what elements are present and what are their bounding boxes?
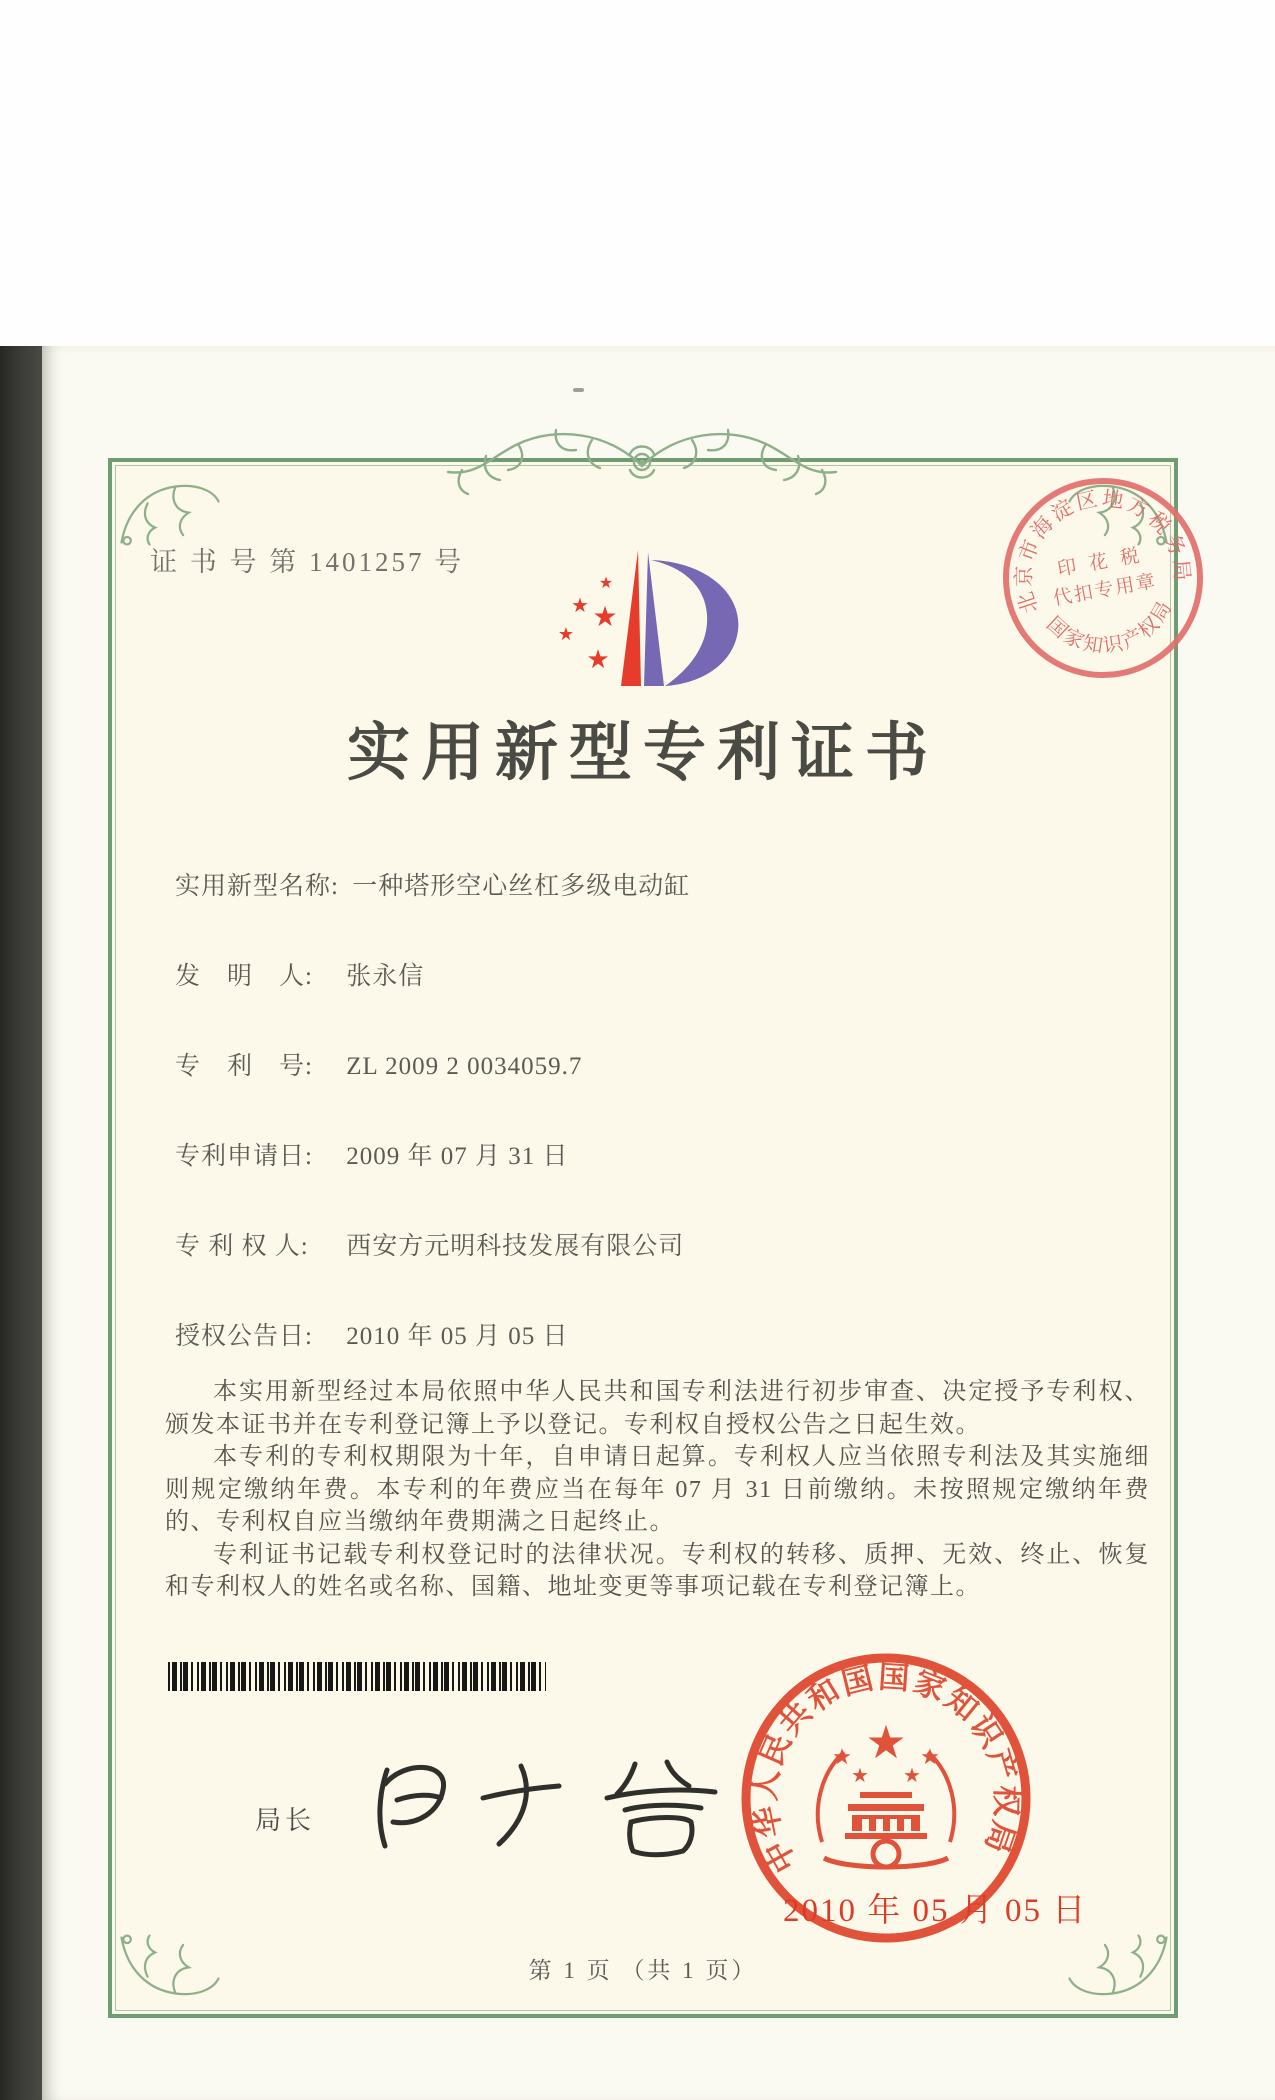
director-signature — [335, 1752, 725, 1868]
tax-stamp-icon — [993, 468, 1213, 688]
corner-ornament-top-left — [114, 464, 226, 552]
field-label: 授权公告日: — [175, 1323, 313, 1350]
emblem-small-star-icon: ★ — [903, 1763, 921, 1787]
seal-date: 2010 年 05 月 05 日 — [783, 1893, 1088, 1929]
field-label: 专利申请日: — [175, 1143, 313, 1170]
logo-sail-purple — [651, 560, 738, 686]
field-patent-number — [175, 1046, 582, 1082]
star-icon: ★ — [586, 645, 610, 675]
body-paragraph-1: 本实用新型经过本局依照中华人民共和国专利法进行初步审查、决定授予专利权、颁发本证书并在专利登记簿上予以登记。专利权自授权公告之日起生效。 — [165, 1379, 1150, 1438]
emblem-small-star-icon: ★ — [832, 1745, 852, 1770]
body-paragraph-2: 本专利的专利权期限为十年，自申请日起算。专利权人应当依照专利法及其实施细则规定缴纳年费。本专利的年费应当在每年 07 月 31 日前缴纳。未按照规定缴纳年费的、专利权自应当缴纳年费期满之日起终止。 — [165, 1444, 1150, 1535]
scan-margin-top — [0, 0, 1275, 346]
field-utility-model-name — [175, 866, 690, 902]
logo-spire-purple — [644, 552, 664, 686]
star-icon: ★ — [557, 624, 575, 645]
field-label: 专 利 号: — [175, 1053, 313, 1080]
tax-stamp-group — [993, 468, 1213, 688]
logo-stars — [558, 573, 618, 675]
star-icon: ★ — [592, 600, 618, 633]
logo-spire-red — [621, 550, 641, 686]
scan-speck — [573, 388, 584, 392]
field-grant-date — [175, 1316, 569, 1352]
field-label: 实用新型名称: — [175, 873, 339, 900]
scan-left-edge — [0, 346, 42, 2100]
tax-stamp-center-line1: 印 花 税 — [1055, 544, 1145, 581]
certificate-number: 证 书 号 第 1401257 号 — [150, 547, 465, 577]
field-patentee — [175, 1226, 684, 1262]
emblem-big-star-icon: ★ — [865, 1715, 907, 1769]
emblem-gate — [845, 1792, 927, 1839]
floral-vine-icon — [432, 410, 852, 506]
legal-body-text — [165, 1376, 1150, 1604]
star-icon: ★ — [571, 593, 589, 617]
field-label: 专 利 权 人: — [175, 1233, 309, 1260]
field-label: 发 明 人: — [175, 963, 313, 990]
field-value: 张永信 — [346, 963, 425, 990]
field-value: 一种塔形空心丝杠多级电动缸 — [352, 873, 691, 900]
emblem-small-star-icon: ★ — [920, 1745, 940, 1770]
certificate-title: 实用新型专利证书 — [347, 718, 939, 788]
tax-stamp-center-line2: 代扣专用章 — [1051, 570, 1159, 610]
field-value: 2010 年 05 月 05 日 — [346, 1323, 569, 1350]
official-seal-ring-text: 中华人民共和国国家知识产权局 — [747, 1659, 1025, 1879]
tax-stamp-arc-top-text: 北京市海淀区地方税务局 — [1011, 486, 1195, 617]
field-value: ZL 2009 2 0034059.7 — [346, 1053, 583, 1080]
field-filing-date — [175, 1136, 569, 1172]
field-inventor — [175, 956, 424, 992]
barcode — [168, 1662, 546, 1691]
director-title: 局长 — [255, 1806, 316, 1835]
star-icon: ★ — [598, 573, 614, 592]
page-number: 第 1 页 （共 1 页） — [528, 1958, 758, 1983]
body-paragraph-3: 专利证书记载专利权登记时的法律状况。专利权的转移、质押、无效、终止、恢复和专利权人的姓名或名称、国籍、地址变更等事项记载在专利登记簿上。 — [165, 1541, 1150, 1600]
emblem-small-star-icon: ★ — [851, 1763, 869, 1787]
flourish-icon — [114, 464, 226, 552]
field-value: 西安方元明科技发展有限公司 — [346, 1233, 685, 1260]
tax-stamp-seal — [993, 468, 1213, 688]
tax-stamp-arc-bottom-text: 国家知识产权局 — [1042, 598, 1177, 658]
top-center-ornament — [432, 410, 852, 506]
patent-office-logo-icon — [548, 536, 763, 694]
sipo-logo — [548, 536, 763, 694]
field-value: 2009 年 07 月 31 日 — [346, 1143, 569, 1170]
director-signature-image — [335, 1752, 725, 1868]
national-emblem — [818, 1715, 954, 1867]
